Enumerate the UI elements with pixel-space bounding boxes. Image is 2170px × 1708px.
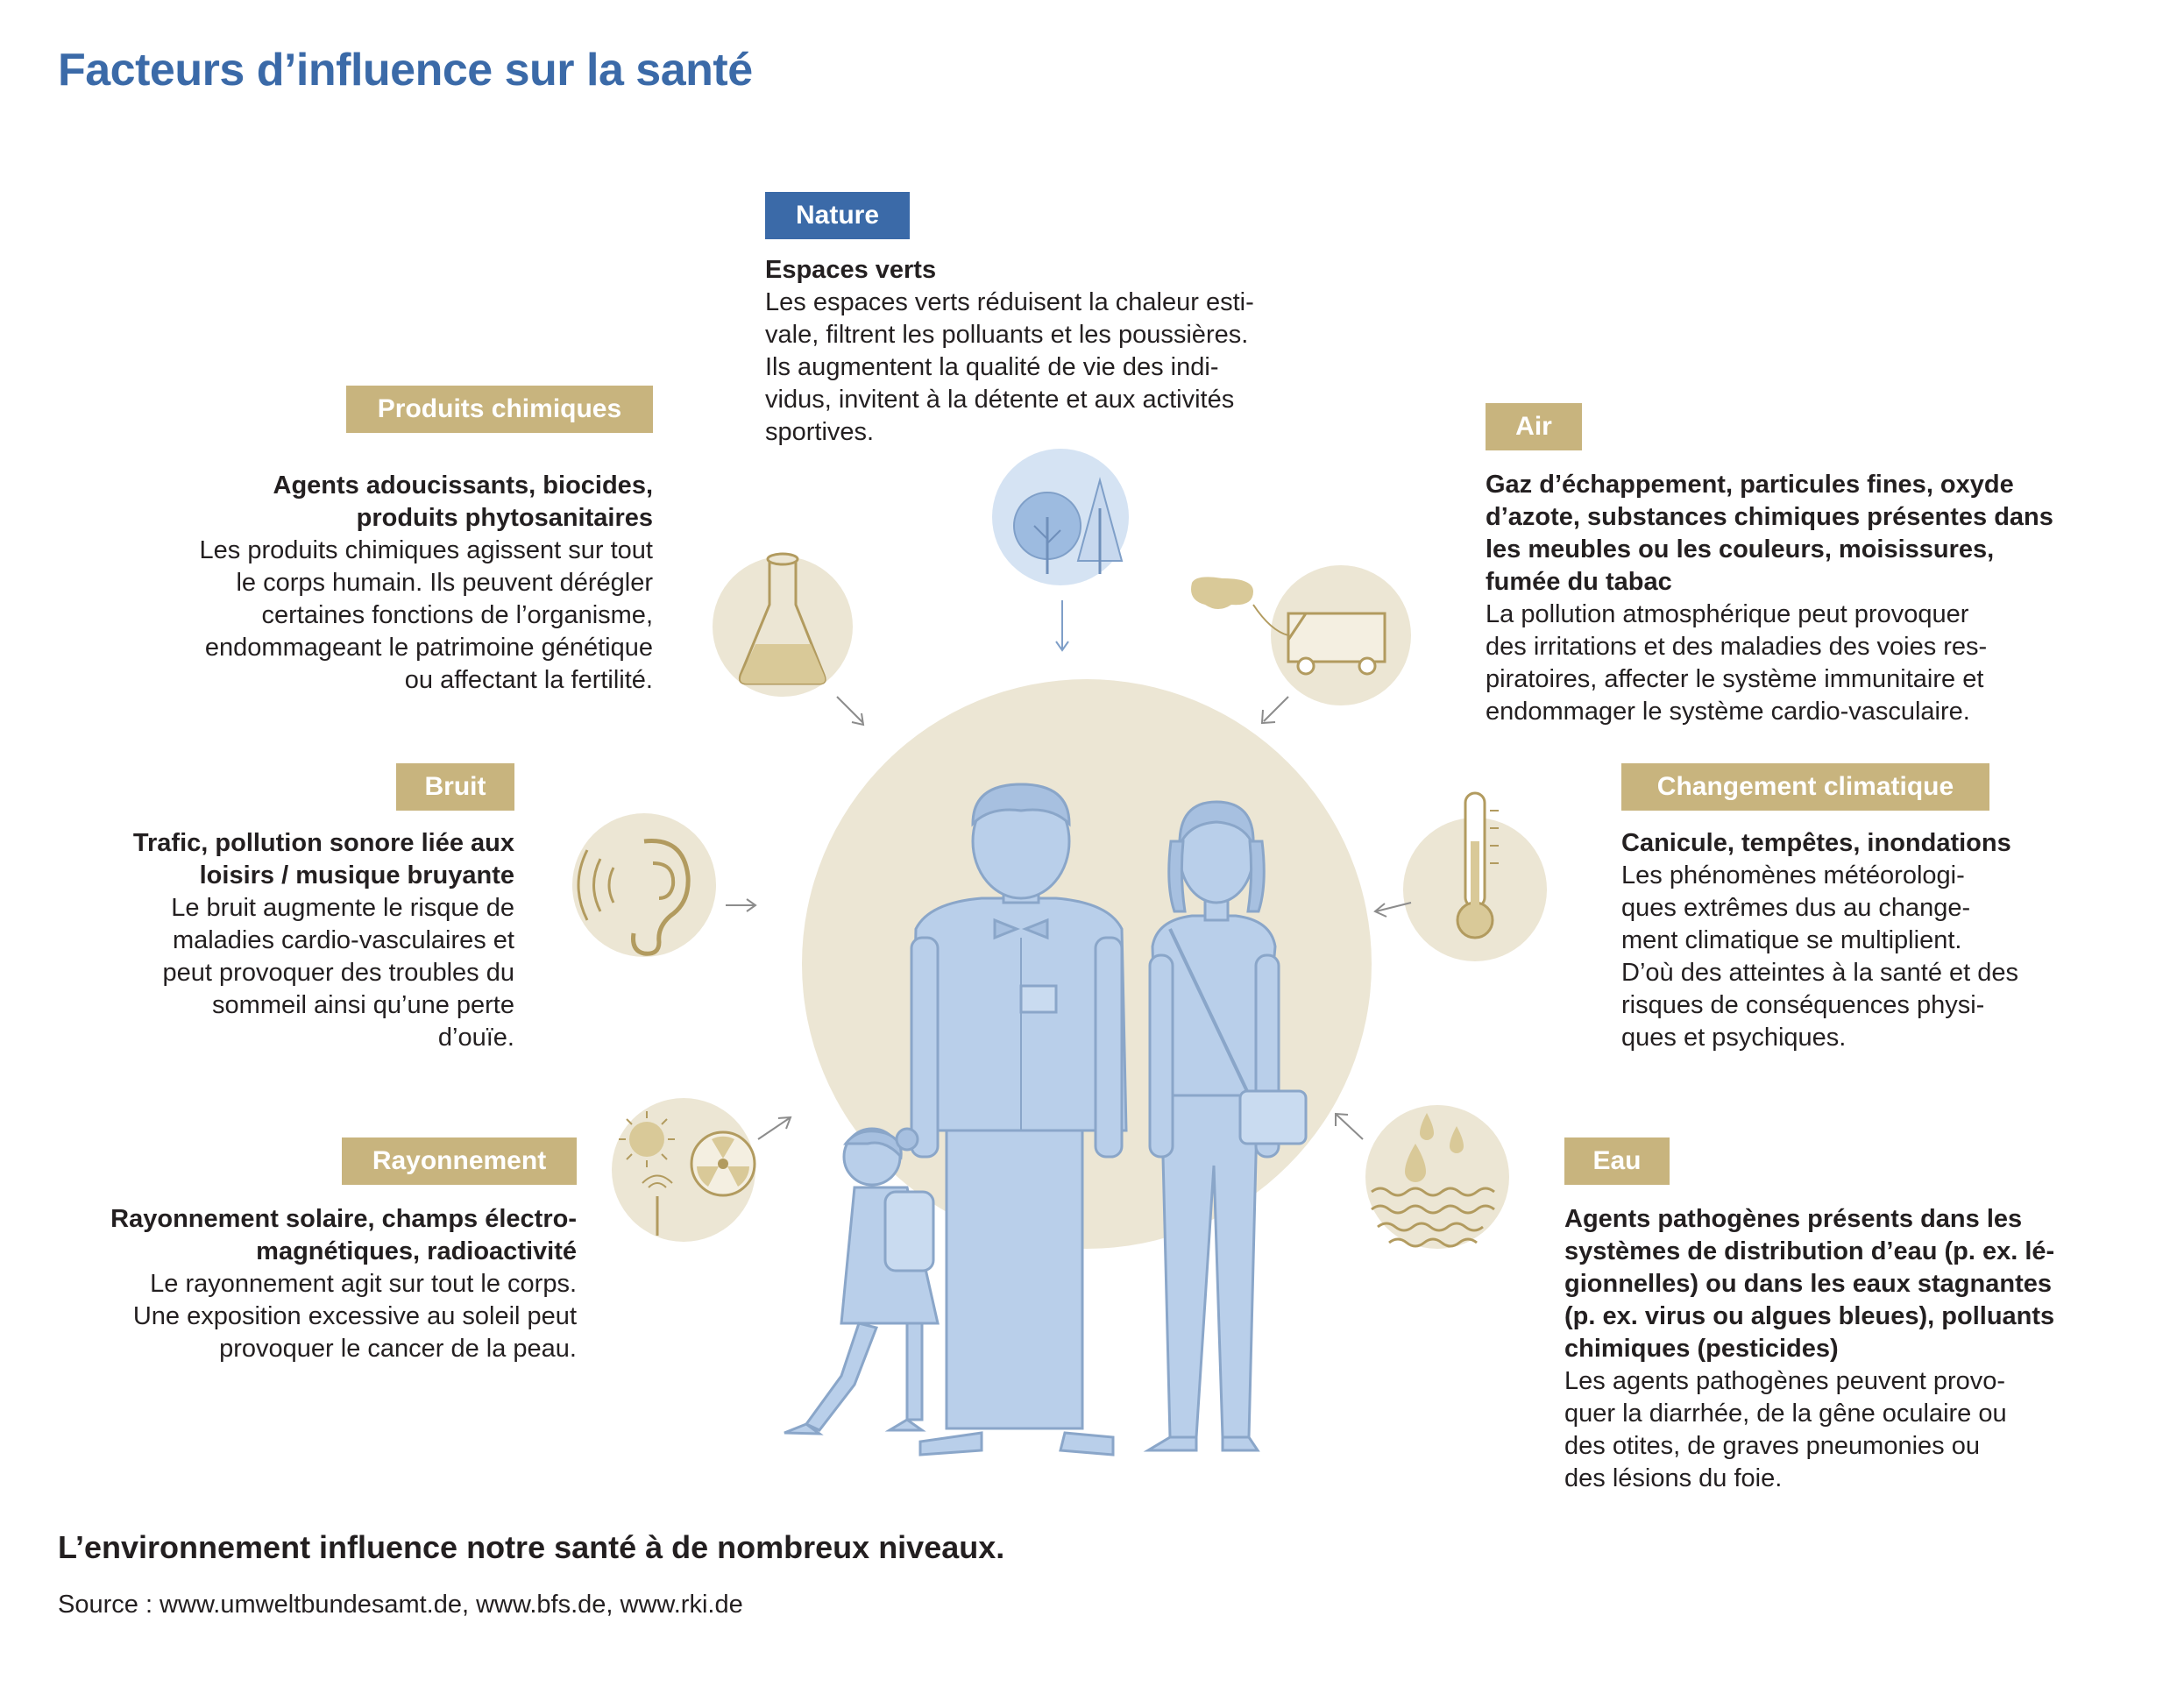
noise-text [70, 827, 514, 1054]
radiation-badge: Rayonnement [342, 1137, 577, 1185]
climate-text [1621, 827, 2112, 1054]
ear-icon [572, 813, 755, 957]
water-drops-icon [1336, 1105, 1509, 1249]
flask-icon [713, 554, 863, 725]
nature-heading: Espaces verts [765, 256, 937, 284]
noise-body: Le bruit augmente le risque de maladies cardio-vasculaires et peut provoquer des troubles du sommeil ainsi qu’une perte d’ouïe. [162, 894, 514, 1052]
radiation-icon [612, 1098, 791, 1242]
chemicals-heading: Agents adoucissants, biocides, produits phytosanitaires [273, 471, 653, 532]
noise-badge: Bruit [396, 763, 514, 811]
nature-text [765, 254, 1344, 449]
water-badge: Eau [1564, 1137, 1670, 1185]
radiation-body: Le rayonnement agit sur tout le corps. Une exposition excessive au soleil peut provoquer le cancer de la peau. [132, 1270, 577, 1363]
car-exhaust-icon [1191, 565, 1411, 723]
climate-heading: Canicule, tempêtes, inondations [1621, 829, 2011, 857]
nature-badge: Nature [765, 192, 910, 239]
source-line: Source : www.umweltbundesamt.de, www.bfs.de, www.rki.de [58, 1591, 743, 1619]
climate-badge: Changement climatique [1621, 763, 1989, 811]
chemicals-badge: Produits chimiques [346, 386, 653, 433]
air-body: La pollution atmosphérique peut provoquer des irritations et des maladies des voies res- piratoires, affecter le système immunitaire et endommager le système cardio-vasculaire. [1486, 600, 1988, 726]
climate-body: Les phénomènes météorologi- ques extrêmes dus au change- ment climatique se multiplient. D’où des atteintes à la santé et des risques de conséquences physi- ques et psychiques. [1621, 861, 2019, 1052]
thermometer-icon [1375, 793, 1547, 961]
radiation-heading: Rayonnement solaire, champs électro- magnétiques, radioactivité [110, 1205, 577, 1265]
water-body: Les agents pathogènes peuvent provo- quer la diarrhée, de la gêne oculaire ou des otites, de graves pneumonies ou des lésions du foie. [1564, 1367, 2007, 1492]
trees-icon [992, 449, 1129, 650]
noise-heading: Trafic, pollution sonore liée aux loisirs / musique bruyante [132, 829, 514, 889]
air-badge: Air [1486, 403, 1582, 450]
air-heading: Gaz d’échappement, particules fines, oxyde d’azote, substances chimiques présentes dans les meubles ou les couleurs, moisissures, fumée du tabac [1486, 471, 2053, 596]
nature-body: Les espaces verts réduisent la chaleur esti- vale, filtrent les polluants et les poussières. Ils augmentent la qualité de vie des indi- vidus, invitent à la détente et aux activités sportives. [765, 288, 1254, 446]
water-text [1564, 1203, 2125, 1495]
page-title: Facteurs d’influence sur la santé [58, 45, 753, 96]
radiation-text [35, 1203, 577, 1365]
summary-caption: L’environnement influence notre santé à de nombreux niveaux. [58, 1529, 1005, 1565]
chemicals-body: Les produits chimiques agissent sur tout le corps humain. Ils peuvent dérégler certaines fonctions de l’organisme, endommageant le patrimoine génétique ou affectant la fertilité. [199, 536, 653, 694]
chemicals-text [114, 470, 653, 697]
water-heading: Agents pathogènes présents dans les systèmes de distribution d’eau (p. ex. lé- gionnelles) ou dans les eaux stagnantes (p. ex. virus ou algues bleues), polluants chimiques (pesticides) [1564, 1205, 2055, 1363]
air-text [1486, 469, 2117, 728]
